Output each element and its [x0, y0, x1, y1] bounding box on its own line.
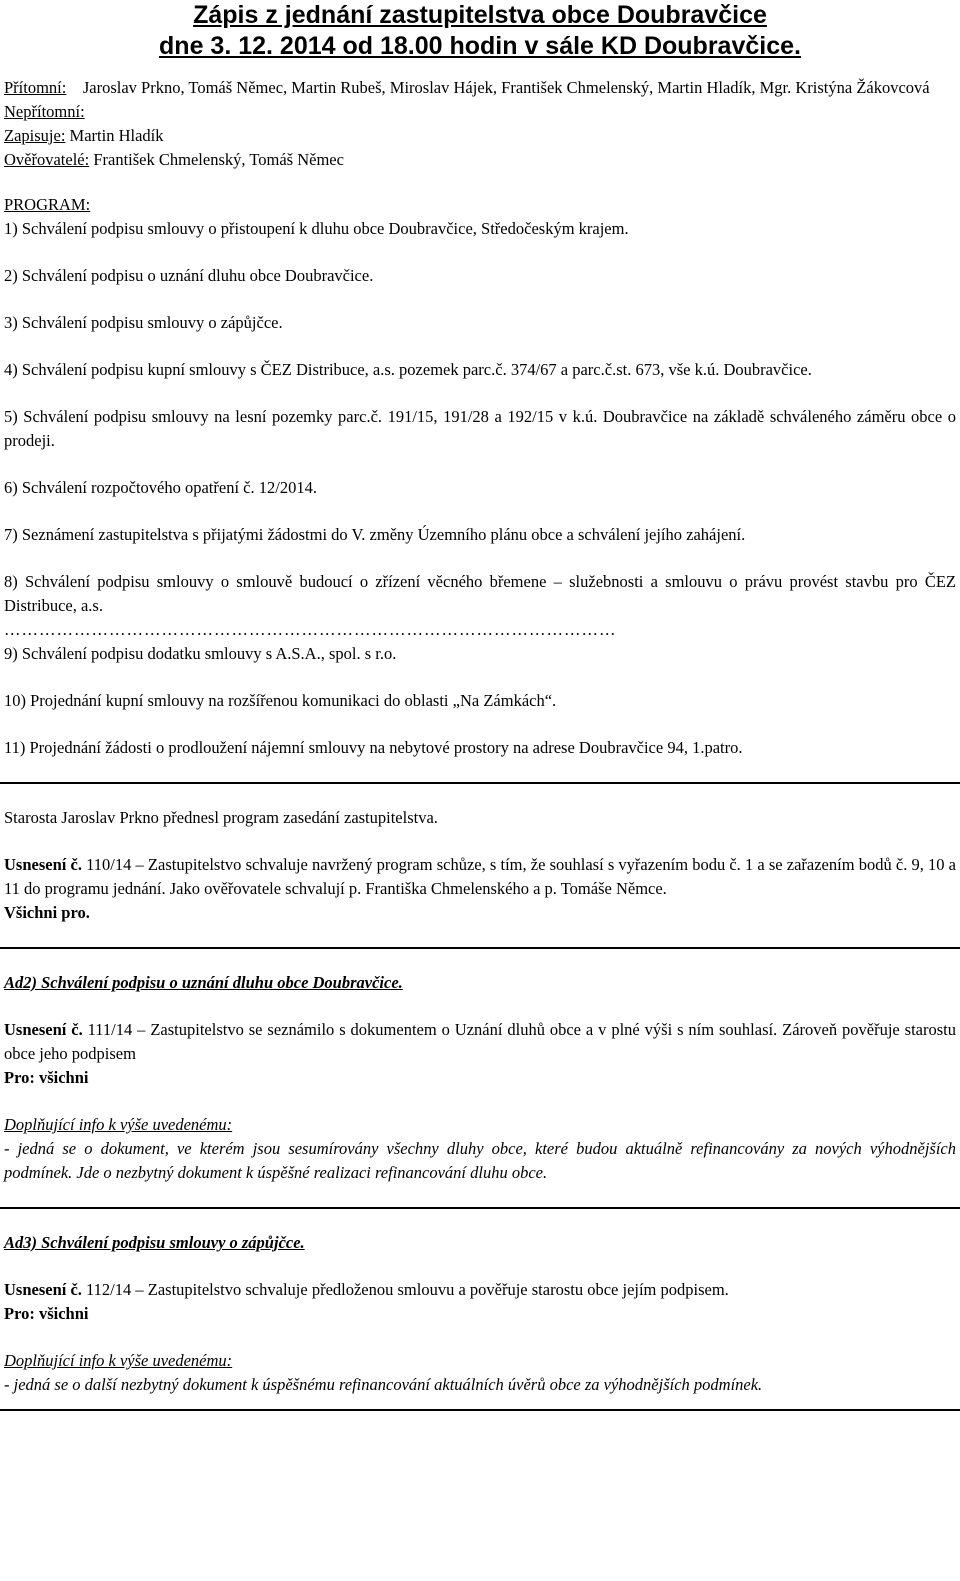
vote-result: Pro: všichni	[4, 1068, 89, 1087]
verifiers-label: Ověřovatelé:	[4, 150, 90, 169]
verifiers-line	[4, 148, 956, 172]
title-line-2: dne 3. 12. 2014 od 18.00 hodin v sále KD Doubravčice.	[159, 32, 801, 60]
present-label: Přítomní:	[4, 78, 67, 97]
program-heading: PROGRAM:	[4, 195, 91, 214]
recorder-label: Zapisuje:	[4, 126, 66, 145]
absent-line	[4, 100, 956, 124]
recorder-line	[4, 124, 956, 148]
ad3-heading: Ad3) Schválení podpisu smlouvy o zápůjčce.	[4, 1233, 305, 1252]
section-divider	[0, 1409, 960, 1411]
verifiers-value: František Chmelenský, Tomáš Němec	[93, 150, 344, 169]
program-intro: Starosta Jaroslav Prkno přednesl program zasedání zastupitelstva.	[4, 808, 438, 827]
vote-result: Všichni pro.	[4, 903, 90, 922]
program-item-6: 6) Schválení rozpočtového opatření č. 12/2014.	[4, 478, 317, 497]
present-line	[4, 76, 956, 100]
vote-result: Pro: všichni	[4, 1304, 89, 1323]
document-title	[4, 0, 956, 62]
program-item-7: 7) Seznámení zastupitelstva s přijatými žádostmi do V. změny Územního plánu obce a schválení jejího zahájení.	[4, 525, 746, 544]
info-label: Doplňující info k výše uvedenému:	[4, 1115, 233, 1134]
recorder-value: Martin Hladík	[69, 126, 164, 145]
ad2-heading: Ad2) Schválení podpisu o uznání dluhu obce Doubravčice.	[4, 973, 403, 992]
resolution-label: Usnesení č.	[4, 855, 82, 874]
present-value: Jaroslav Prkno, Tomáš Němec, Martin Rubeš, Miroslav Hájek, František Chmelenský, Martin Hladík, Mgr. Kristýna Žákovcová	[82, 78, 930, 97]
info-text: - jedná se o dokument, ve kterém jsou sesumírovány všechny dluhy obce, které budou aktuálně refinancovány za nových výhodnějších podmínek. Jde o nezbytný dokument k úspěšné realizaci refinancování dluhu obce.	[4, 1139, 956, 1182]
program-item-10: 10) Projednání kupní smlouvy na rozšířenou komunikaci do oblasti „Na Zámkách“.	[4, 691, 557, 710]
program-item-11: 11) Projednání žádosti o prodloužení nájemní smlouvy na nebytové prostory na adrese Doubravčice 94, 1.patro.	[4, 738, 743, 757]
program-item-1: 1) Schválení podpisu smlouvy o přistoupení k dluhu obce Doubravčice, Středočeským krajem.	[4, 219, 629, 238]
resolution-110	[4, 853, 956, 901]
absent-label: Nepřítomní:	[4, 102, 85, 121]
resolution-text: 110/14 – Zastupitelstvo schvaluje navržený program schůze, s tím, že souhlasí s vyřazením bodu č. 1 a se zařazením bodů č. 9, 10 a 11 do programu jednání. Jako ověřovatele schvalují p. Františka Chmelenského a p. Tomáše Němce.	[4, 855, 956, 898]
program-item-9: 9) Schválení podpisu dodatku smlouvy s A.S.A., spol. s r.o.	[4, 644, 397, 663]
program-item-2: 2) Schválení podpisu o uznání dluhu obce Doubravčice.	[4, 266, 374, 285]
resolution-text: 112/14 – Zastupitelstvo schvaluje předloženou smlouvu a pověřuje starostu obce jejím podpisem.	[86, 1280, 729, 1299]
info-label: Doplňující info k výše uvedenému:	[4, 1351, 233, 1370]
program-item-8: 8) Schválení podpisu smlouvy o smlouvě budoucí o zřízení věcného břemene – služebnosti a smlouvu o právu provést stavbu pro ČEZ Distribuce, a.s.	[4, 572, 956, 615]
program-item-3: 3) Schválení podpisu smlouvy o zápůjčce.	[4, 313, 283, 332]
title-line-1: Zápis z jednání zastupitelstva obce Doubravčice	[193, 1, 767, 29]
resolution-text: 111/14 – Zastupitelstvo se seznámilo s dokumentem o Uznání dluhů obce a v plné výši s ním souhlasí. Zároveň pověřuje starostu obce jeho podpisem	[4, 1020, 957, 1063]
info-text: - jedná se o další nezbytný dokument k úspěšnému refinancování aktuálních úvěrů obce za výhodnějších podmínek.	[4, 1375, 763, 1394]
resolution-label: Usnesení č.	[4, 1280, 82, 1299]
dotted-separator: ……………………………………………………………………………………………	[4, 620, 617, 639]
resolution-112	[4, 1278, 956, 1302]
program-item-4: 4) Schválení podpisu kupní smlouvy s ČEZ Distribuce, a.s. pozemek parc.č. 374/67 a parc.č.st. 673, vše k.ú. Doubravčice.	[4, 360, 812, 379]
resolution-label: Usnesení č.	[4, 1020, 83, 1039]
resolution-111	[4, 1018, 956, 1066]
program-item-5: 5) Schválení podpisu smlouvy na lesní pozemky parc.č. 191/15, 191/28 a 192/15 v k.ú. Doubravčice na základě schváleného záměru obce o prodeji.	[4, 407, 956, 450]
